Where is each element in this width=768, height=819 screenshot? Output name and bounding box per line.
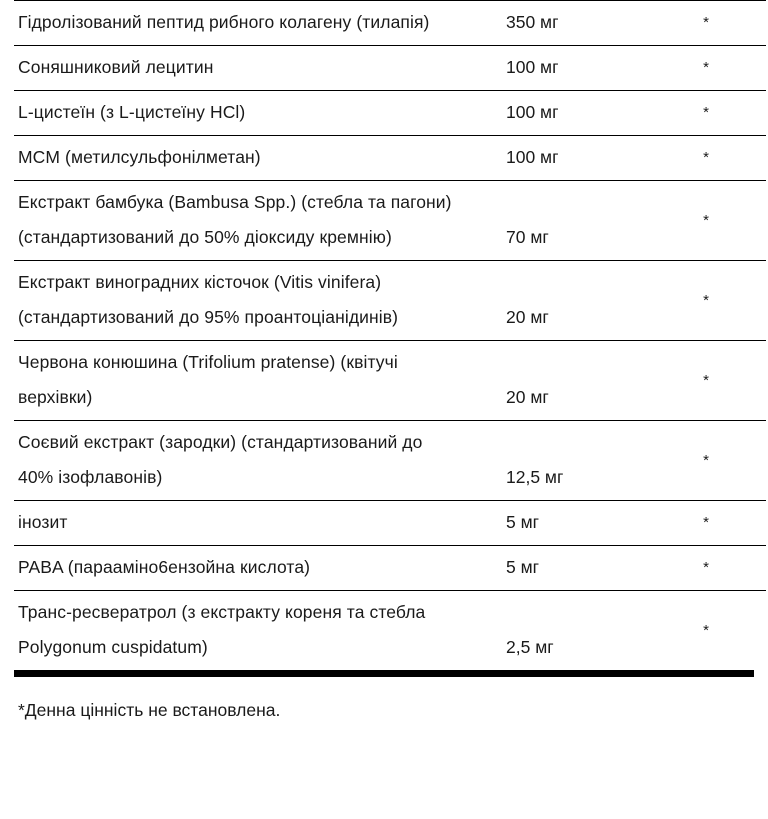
table-row: [14, 546, 766, 591]
ingredient-name: Червона конюшина (Trifolium pratense) (квітучі верхівки): [18, 352, 398, 407]
daily-value-footnote: *Денна цінність не встановлена.: [18, 700, 281, 720]
daily-value: *: [703, 371, 709, 389]
table-row: [14, 181, 766, 261]
ingredient-name: PABA (парааміно6ензойна кислота): [18, 557, 311, 577]
daily-value: *: [703, 211, 709, 229]
daily-value: *: [703, 104, 709, 121]
daily-value: *: [703, 59, 709, 76]
supplement-facts-body: [14, 1, 766, 671]
table-row: [14, 91, 766, 136]
daily-value: *: [703, 14, 709, 31]
thick-divider: [14, 670, 754, 677]
table-row: [14, 46, 766, 91]
table-row: [14, 591, 766, 671]
supplement-facts-table: [14, 0, 766, 670]
ingredient-amount: 70 мг: [506, 227, 549, 247]
ingredient-amount: 20 мг: [506, 387, 549, 407]
ingredient-amount: 5 мг: [506, 512, 540, 532]
daily-value: *: [703, 149, 709, 166]
ingredient-name: Гідролізований пептид рибного колагену (тилапія): [18, 12, 430, 32]
ingredient-name: інозит: [18, 512, 68, 532]
table-row: [14, 1, 766, 46]
ingredient-name: Соєвий екстракт (зародки) (стандартизований до 40% ізофлавонів): [18, 432, 423, 487]
table-row: [14, 501, 766, 546]
table-row: [14, 421, 766, 501]
daily-value: *: [703, 621, 709, 639]
table-row: [14, 136, 766, 181]
daily-value: *: [703, 451, 709, 469]
ingredient-name: MCM (метилсульфонілметан): [18, 147, 261, 167]
ingredient-amount: 100 мг: [506, 102, 559, 122]
ingredient-amount: 100 мг: [506, 57, 559, 77]
ingredient-name: L-цистеїн (з L-цистеїну HCl): [18, 102, 246, 122]
table-row: [14, 341, 766, 421]
table-row: [14, 261, 766, 341]
ingredient-name: Екстракт виноградних кісточок (Vitis vinifera) (стандартизований до 95% проантоціанідинів): [18, 272, 399, 327]
ingredient-amount: 350 мг: [506, 12, 559, 32]
ingredient-name: Транс-ресвератрол (з екстракту кореня та стебла Polygonum cuspidatum): [18, 602, 426, 657]
daily-value: *: [703, 514, 709, 531]
daily-value: *: [703, 291, 709, 309]
ingredient-amount: 5 мг: [506, 557, 540, 577]
ingredient-name: Соняшниковий лецитин: [18, 57, 214, 77]
ingredient-amount: 12,5 мг: [506, 467, 564, 487]
daily-value: *: [703, 559, 709, 576]
ingredient-amount: 2,5 мг: [506, 637, 554, 657]
ingredient-name: Екстракт бамбука (Bambusa Spp.) (стебла та пагони) (стандартизований до 50% діоксиду кремнію): [18, 192, 452, 247]
ingredient-amount: 100 мг: [506, 147, 559, 167]
ingredient-amount: 20 мг: [506, 307, 549, 327]
